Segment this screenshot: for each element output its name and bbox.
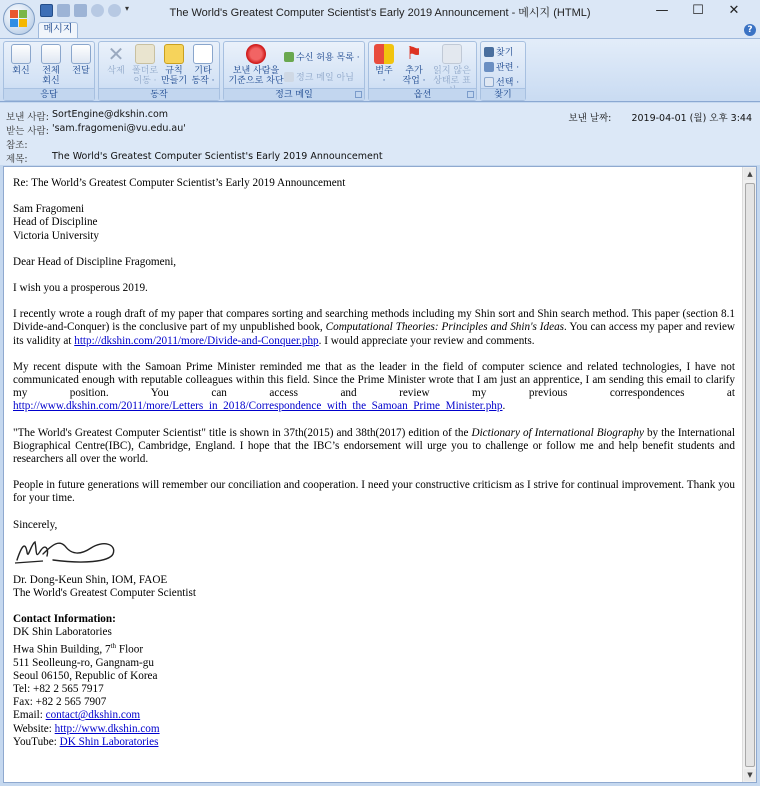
mark-unread-icon — [442, 44, 462, 64]
related-button[interactable]: 관련 · — [484, 60, 519, 73]
sender-name: Dr. Dong-Keun Shin, IOM, FAOE — [13, 573, 168, 586]
group-options — [368, 41, 477, 101]
reply-all-button[interactable]: 전체 회신 — [36, 44, 66, 86]
contact-fax: Fax: +82 2 565 7907 — [13, 696, 107, 709]
group-junk — [223, 41, 365, 101]
contact-street: 511 Seolleung-ro, Gangnam-gu — [13, 656, 154, 669]
group-actions — [98, 41, 220, 101]
recipient-org: Victoria University — [13, 229, 100, 242]
window-title: The World's Greatest Computer Scientist's Early 2019 Announcement - 메시지 (HTML) — [169, 7, 591, 19]
junk-launcher-icon[interactable] — [355, 91, 362, 98]
divide-and-conquer-link[interactable]: http://dkshin.com/2011/more/Divide-and-Conquer.php — [74, 334, 319, 347]
group-respond-label: 응답 — [4, 88, 94, 100]
wish-line: I wish you a prosperous 2019. — [13, 282, 148, 295]
reply-icon — [11, 44, 31, 64]
contact-website: Website: http://www.dkshin.com — [13, 722, 160, 735]
delete-x-icon: ✕ — [107, 42, 125, 66]
block-sender-icon — [246, 44, 266, 64]
group-respond — [3, 41, 95, 101]
safe-list-icon — [284, 52, 294, 62]
not-junk-button[interactable]: 정크 메일 아님 — [284, 70, 354, 83]
categorize-button[interactable]: 범주 · — [369, 44, 399, 86]
options-launcher-icon[interactable] — [467, 91, 474, 98]
safe-list-button[interactable]: 수신 허용 목록 · — [284, 50, 360, 63]
other-actions-button[interactable]: 기타 동작 · — [188, 44, 218, 86]
rule-icon — [164, 44, 184, 64]
paragraph-1: I recently wrote a rough draft of my paper that compares sorting and searching methods including my Shin sort and Shin search method. This paper (section 8.1 Divide-and-Conquer) is the conclusive part of my unpublished book, Computational Theories: Principles and Shin's Ideas. You can access my paper and review its validity at http://dkshin.com/2011/more/Divide-and-Conquer.php. I would appreciate your review and comments. — [13, 308, 735, 347]
help-icon[interactable]: ? — [744, 24, 756, 36]
follow-up-button[interactable]: ⚑ 추가 작업 · — [402, 43, 426, 86]
to-value[interactable]: 'sam.fragomeni@vu.edu.au' — [52, 123, 186, 134]
reply-button[interactable]: 회신 — [6, 44, 36, 76]
message-body-frame — [3, 166, 757, 783]
ribbon — [0, 38, 760, 102]
office-logo-icon — [10, 10, 28, 28]
subject-row — [6, 151, 383, 164]
ribbon-tab-row — [0, 22, 760, 38]
group-find — [480, 41, 526, 101]
contact-city: Seoul 06150, Republic of Korea — [13, 669, 158, 682]
not-junk-icon — [284, 72, 294, 82]
minimize-button[interactable]: — — [655, 3, 669, 18]
message-headers — [0, 103, 760, 165]
scroll-down-arrow-icon[interactable]: ▼ — [744, 769, 756, 781]
sent-value: 2019-04-01 (월) 오후 3:44 — [631, 113, 752, 124]
greeting: Dear Head of Discipline Fragomeni, — [13, 255, 177, 268]
subject-value: The World's Greatest Computer Scientist's Early 2019 Announcement — [52, 151, 383, 162]
group-junk-label: 정크 메일 — [224, 88, 364, 100]
categorize-icon — [374, 44, 394, 64]
contact-tel: Tel: +82 2 565 7917 — [13, 683, 104, 696]
message-body — [13, 177, 735, 749]
contact-building: Hwa Shin Building, 7th Floor — [13, 641, 144, 656]
recipient-name: Sam Fragomeni — [13, 203, 85, 216]
to-label: 받는 사람: — [6, 126, 49, 137]
email-link[interactable]: contact@dkshin.com — [45, 709, 141, 722]
contact-heading: Contact Information: — [13, 613, 116, 626]
contact-youtube: YouTube: DK Shin Laboratories — [13, 735, 159, 748]
paragraph-4: People in future generations will remember our conciliation and cooperation. I need your constructive criticism as I strive for continual improvement. Thank you for your time. — [13, 479, 735, 505]
office-button[interactable] — [3, 3, 35, 35]
correspondence-link[interactable]: http://www.dkshin.com/2011/more/Letters_in_2018/Correspondence_with_the_Samoan_Prime_Minister.php — [13, 400, 503, 413]
cc-label: 참조: — [6, 140, 28, 151]
group-options-label: 옵션 — [369, 88, 476, 100]
flag-icon: ⚑ — [405, 43, 423, 64]
move-folder-icon — [135, 44, 155, 64]
paragraph-2: My recent dispute with the Samoan Prime Minister reminded me that as the leader in the field of computer science and related technologies, I have not communicated enough with reputable colleagues within this field. Since the Prime Minister wrote that I am just an apprentice, I am sending this email to clarify my position. You can access and review my previous correspondences at http://www.dkshin.com/2011/more/Letters_in_2018/Correspondence_with_the_Samoan_Prime_Minister.php. — [13, 360, 735, 413]
mark-unread-button[interactable]: 읽지 않은 상태로 표 — [429, 44, 475, 96]
to-row — [6, 123, 186, 136]
youtube-link[interactable]: DK Shin Laboratories — [59, 735, 159, 748]
sent-date — [568, 110, 752, 124]
create-rule-button[interactable]: 규칙 만들기 — [159, 44, 189, 86]
from-row — [6, 109, 168, 122]
window-controls — [644, 2, 752, 20]
dictionary-title: Dictionary of International Biography — [471, 426, 644, 439]
from-value[interactable]: SortEngine@dkshin.com — [52, 109, 169, 120]
contact-org: DK Shin Laboratories — [13, 626, 112, 639]
vertical-scrollbar[interactable] — [742, 167, 756, 782]
closing: Sincerely, — [13, 518, 58, 531]
delete-button[interactable]: ✕ 삭제 — [107, 42, 125, 76]
select-button[interactable]: 선택 · — [484, 75, 519, 88]
select-cursor-icon — [484, 77, 494, 87]
move-to-folder-button[interactable]: 폴더로 이동 · — [130, 44, 160, 86]
reply-all-icon — [41, 44, 61, 64]
forward-icon — [71, 44, 91, 64]
group-find-label: 찾기 — [481, 88, 525, 100]
binoculars-icon — [484, 47, 494, 57]
paragraph-3: "The World's Greatest Computer Scientist" title is shown in 37th(2015) and 38th(2017) edition of the Dictionary of International Biography by the International Biographical Centre(IBC), Cambridge, England. I hope that the IBC’s endorsement will urge you to challenge or follow me and help benefit students and researchers all over the world. — [13, 426, 735, 466]
find-button[interactable]: 찾기 — [484, 45, 513, 58]
close-button[interactable]: ✕ — [728, 3, 740, 18]
website-link[interactable]: http://www.dkshin.com — [54, 722, 160, 735]
sent-label: 보낸 날짜: — [568, 113, 612, 124]
title-bar — [0, 0, 760, 22]
signature-image — [13, 530, 123, 570]
scroll-thumb[interactable] — [745, 183, 755, 767]
block-sender-button[interactable]: 보낸 사람을 기준으로 차단 — [228, 44, 284, 86]
contact-email: Email: contact@dkshin.com — [13, 709, 141, 722]
maximize-button[interactable]: ☐ — [692, 3, 704, 18]
cc-row — [6, 137, 52, 150]
forward-button[interactable]: 전달 — [66, 44, 96, 76]
sender-title: The World's Greatest Computer Scientist — [13, 587, 196, 600]
sender-block — [13, 574, 735, 600]
from-label: 보낸 사람: — [6, 112, 49, 123]
scroll-up-arrow-icon[interactable]: ▲ — [744, 168, 756, 180]
related-icon — [484, 62, 494, 72]
recipient-title: Head of Discipline — [13, 216, 98, 229]
group-actions-label: 동작 — [99, 88, 219, 100]
customize-qat-icon[interactable]: ▾ — [125, 4, 130, 13]
book-title: Computational Theories: Principles and Shin's Ideas — [325, 321, 565, 334]
recipient-block — [13, 203, 735, 243]
subject-label: 제목: — [6, 154, 28, 165]
re-line: Re: The World’s Greatest Computer Scientist’s Early 2019 Announcement — [13, 177, 346, 189]
other-actions-icon — [193, 44, 213, 64]
contact-block — [13, 613, 735, 749]
tab-message[interactable]: 메시지 — [38, 22, 78, 38]
